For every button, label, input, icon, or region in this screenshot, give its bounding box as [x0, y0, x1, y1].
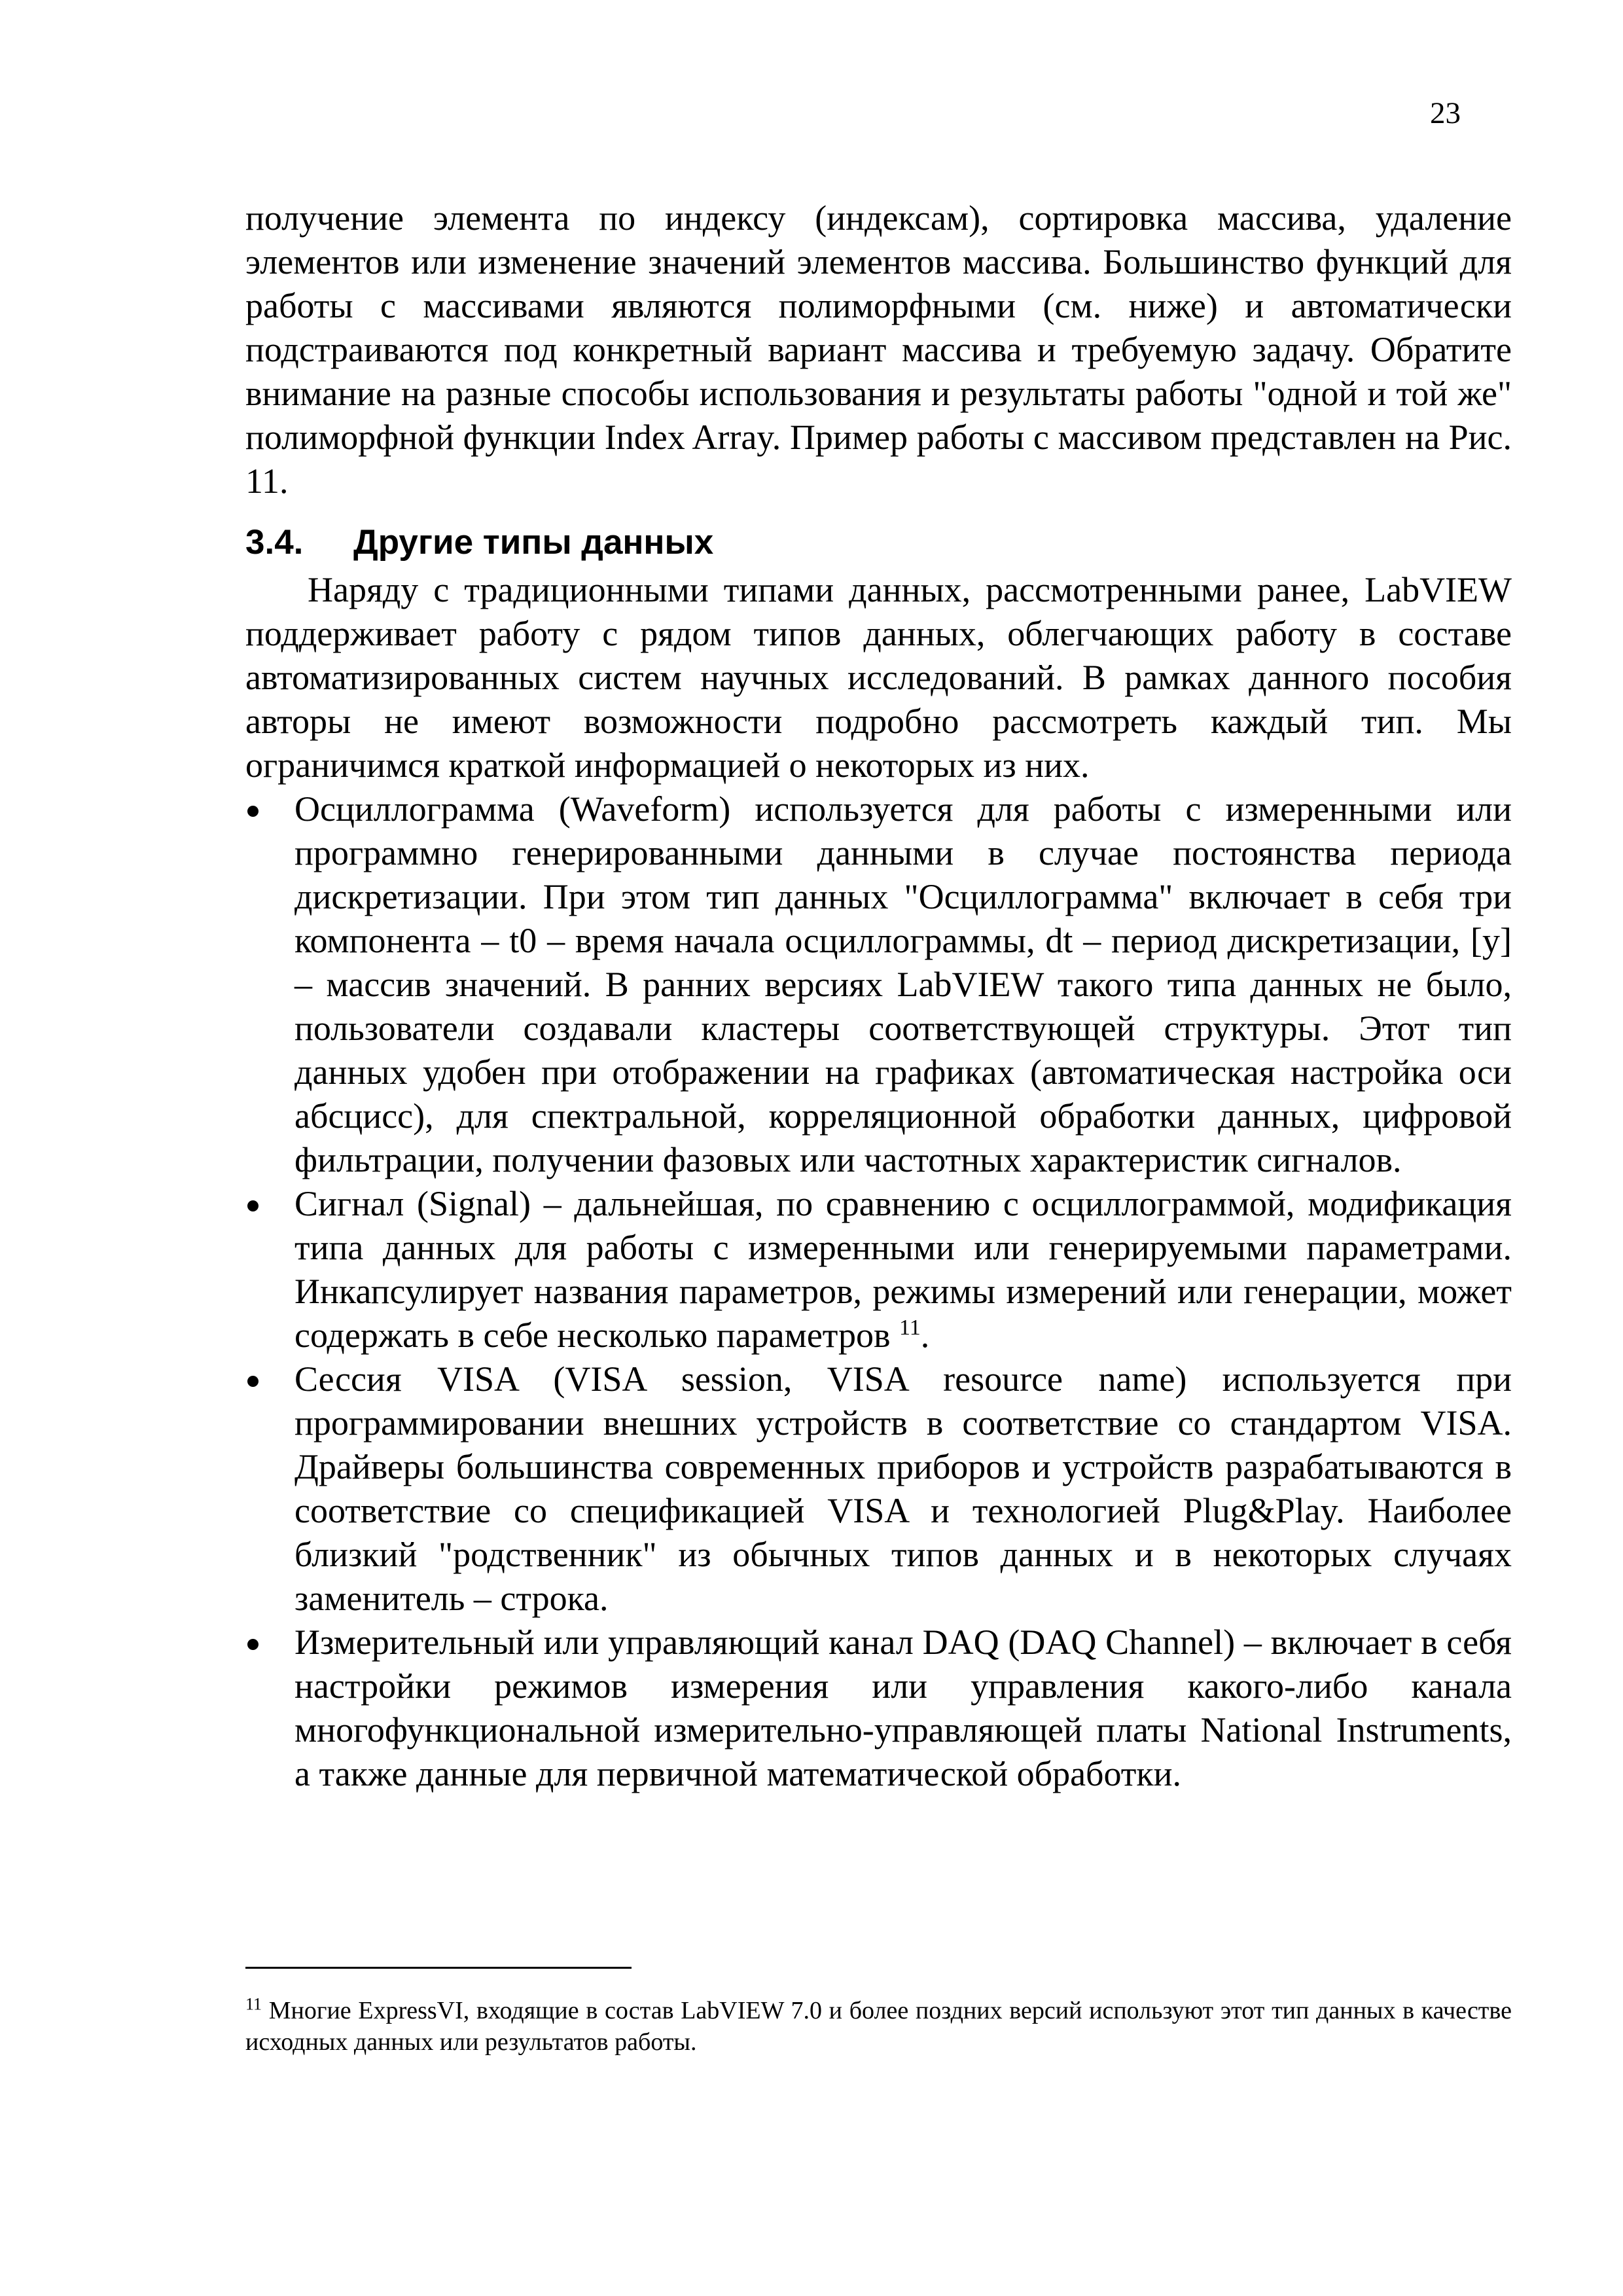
page-content [245, 196, 1512, 1796]
bullet-icon [247, 1200, 259, 1211]
section-heading [245, 518, 1512, 567]
footnote-text: Многие ExpressVI, входящие в состав LabVIEW 7.0 и более поздних версий используют этот тип данных в качестве исходных данных или результатов работы. [245, 1997, 1512, 2056]
list-item-daq-channel [245, 1621, 1512, 1796]
section-paragraph: Наряду с традиционными типами данных, рассмотренными ранее, LabVIEW поддерживает работу с рядом типов данных, облегчающих работу в составе автоматизированных систем научных исследований. В рамках данного пособия авторы не имеют возможности подробно рассмотреть каждый тип. Мы ограничимся краткой информацией о некоторых из них. [245, 570, 1512, 785]
page-number: 23 [1430, 96, 1461, 130]
bullet-icon [247, 1376, 259, 1387]
intro-paragraph: получение элемента по индексу (индексам), сортировка массива, удаление элементов или изменение значений элементов массива. Большинство функций для работы с массивами являются полиморфными (см. ниже) и автоматически подстраиваются под конкретный вариант массива и требуемую задачу. Обратите внимание на разные способы использования и результаты работы "одной и той же" полиморфной функции Index Array. Пример работы с массивом представлен на Рис. 11. [245, 198, 1512, 501]
footnote-separator [245, 1967, 632, 1969]
list-item-signal [245, 1182, 1512, 1357]
list-item-suffix: . [920, 1316, 930, 1355]
data-types-list [245, 787, 1512, 1796]
list-item-visa-session [245, 1357, 1512, 1621]
footnote-reference[interactable]: 11 [899, 1316, 921, 1340]
footnote [245, 1995, 1512, 2058]
list-item-text: Сигнал (Signal) – дальнейшая, по сравнению с осциллограммой, модификация типа данных для работы с измеренными или генерируемыми параметрами. Инкапсулирует названия параметров, режимы измерений или генерации, может содержать в себе несколько параметров [294, 1184, 1512, 1355]
list-item-text: Измерительный или управляющий канал DAQ (DAQ Channel) – включает в себя настройки режимов измерения или управления какого-либо канала многофункциональной измерительно-управляющей платы National Instruments, а также данные для первичной математической обработки. [294, 1623, 1512, 1793]
list-item-text: Сессия VISA (VISA session, VISA resource name) используется при программировании внешних устройств в соответствие со стандартом VISA. Драйверы большинства современных приборов и устройств разрабатываются в соответствие со спецификацией VISA и технологией Plug&Play. Наиболее близкий "родственник" из обычных типов данных и в некоторых случаях заменитель – строка. [294, 1359, 1512, 1618]
bullet-icon [247, 1639, 259, 1650]
list-item-waveform [245, 787, 1512, 1182]
section-title: Другие типы данных [353, 523, 714, 562]
list-item-text: Осциллограмма (Waveform) используется для работы с измеренными или программно генерированными данными в случае постоянства периода дискретизации. При этом тип данных "Осциллограмма" включает в себя три компонента – t0 – время начала осциллограммы, dt – период дискретизации, [y] – массив значений. В ранних версиях LabVIEW такого типа данных не было, пользователи создавали кластеры соответствующей структуры. Этот тип данных удобен при отображении на графиках (автоматическая настройка оси абсцисс), для спектральной, корреляционной обработки данных, цифровой фильтрации, получении фазовых или частотных характеристик сигналов. [294, 789, 1512, 1179]
footnote-mark: 11 [245, 1994, 262, 2014]
section-number: 3.4. [245, 523, 304, 562]
bullet-icon [247, 806, 259, 817]
